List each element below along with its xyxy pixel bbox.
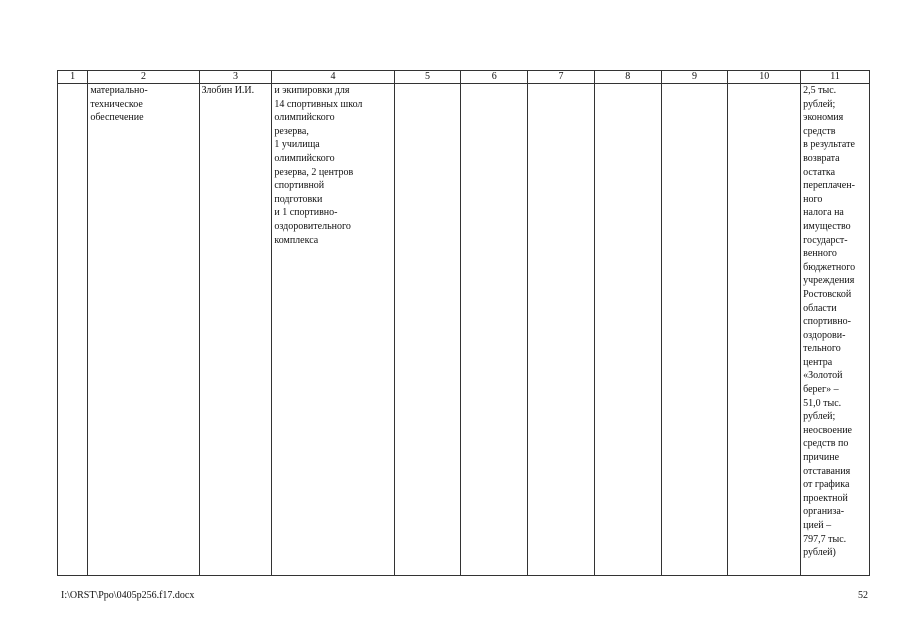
column-header-8: 8 [594,71,661,84]
cell-col2-task: материально- техническое обеспечение [88,84,199,576]
table-row [58,84,870,576]
cell-col6 [461,84,528,576]
page-number: 52 [858,590,868,601]
cell-col1 [58,84,88,576]
cell-col4-description: и экипировки для 14 спортивных школ олимпийского резерва, 1 училища олимпийского резерва, 2 центров спортивной подготовки и 1 спортивно- оздоровительного комплекса [272,84,394,576]
column-header-6: 6 [461,71,528,84]
column-header-5: 5 [394,71,461,84]
cell-col9 [661,84,728,576]
column-header-4: 4 [272,71,394,84]
cell-col11-notes: 2,5 тыс. рублей; экономия средств в результате возврата остатка переплачен- ного налога на имущество государст- венного бюджетного учреждения Ростовской области спортивно- оздорови- тельного центра «Золотой берег» – 51,0 тыс. рублей; неосвоение средств по причине отставания от графика проектной организа- цией – 797,7 тыс. рублей) [801,84,870,576]
column-header-11: 11 [801,71,870,84]
column-header-9: 9 [661,71,728,84]
column-header-3: 3 [199,71,272,84]
footer-file-path: I:\ORST\Ppo\0405p256.f17.docx [61,590,195,601]
cell-col7 [528,84,595,576]
cell-col8 [594,84,661,576]
cell-col10 [728,84,801,576]
column-header-10: 10 [728,71,801,84]
cell-col3-responsible: Злобин И.И. [199,84,272,576]
cell-col5 [394,84,461,576]
header-row [58,71,870,84]
column-header-7: 7 [528,71,595,84]
column-header-2: 2 [88,71,199,84]
column-header-1: 1 [58,71,88,84]
data-table [57,70,870,576]
